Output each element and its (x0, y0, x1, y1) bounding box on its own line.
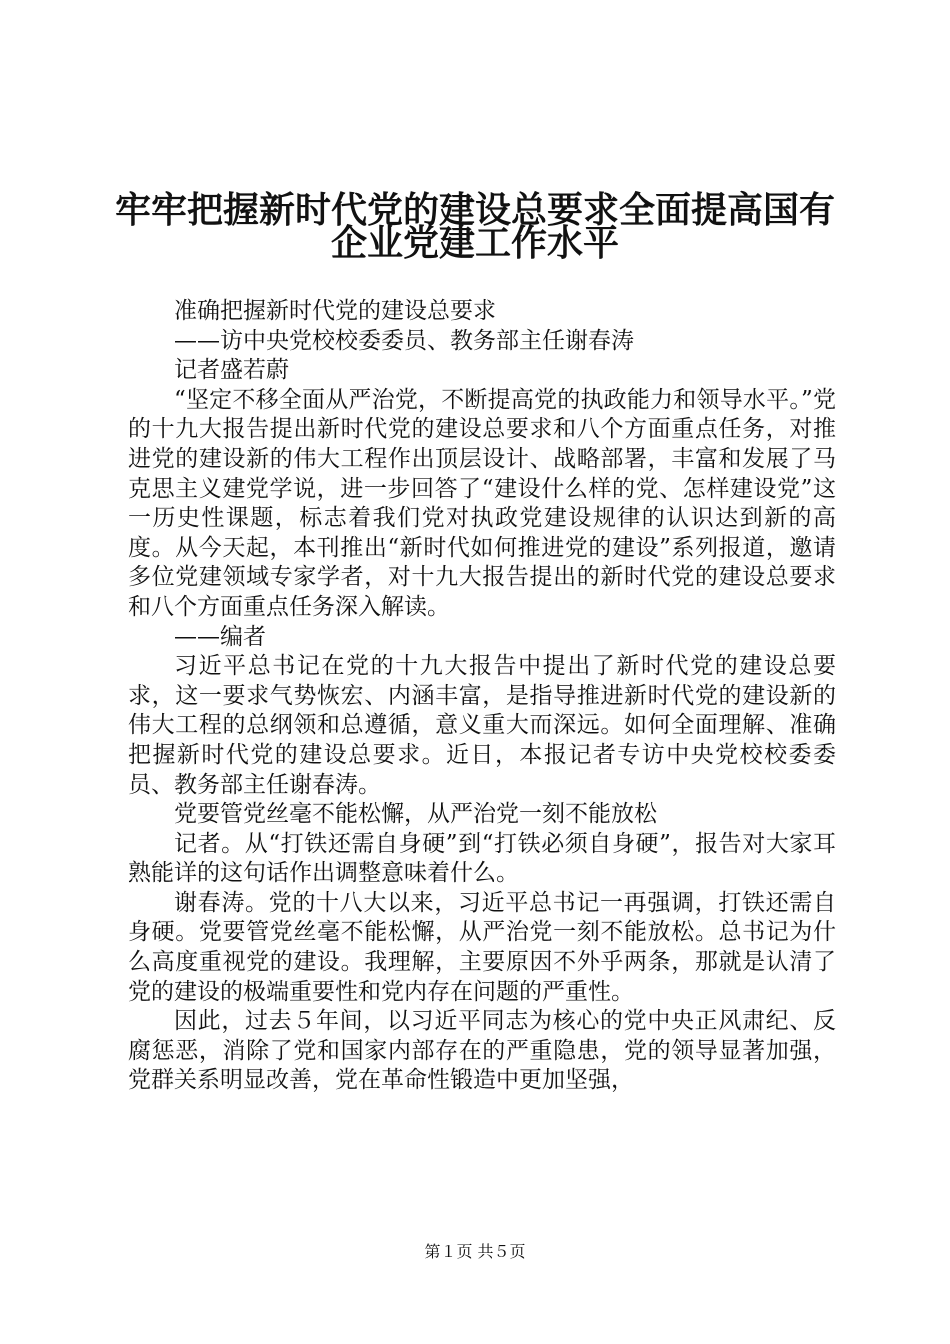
document-title-line-1: 牢牢把握新时代党的建设总要求全面提高国有 (114, 190, 835, 231)
reporter-question: 记者。从“打铁还需自身硬”到“打铁必须自身硬”，报告对大家耳熟能详的这句话作出调整意味着什么。 (128, 830, 836, 887)
subtitle: 准确把握新时代党的建设总要求 (174, 298, 496, 324)
editor-note-paragraph: “坚定不移全面从严治党，不断提高党的执政能力和领导水平。”党的十九大报告提出新时代党的建设总要求和八个方面重点任务，对推进党的建设新的伟大工程作出顶层设计、战略部署，丰富和发展了马克思主义建党学说，进一步回答了“建设什么样的党、怎样建设党”这一历史性课题，标志着我们党对执政党建设规律的认识达到新的高度。从今天起，本刊推出“新时代如何推进党的建设”系列报道，邀请多位党建领域专家学者，对十九大报告提出的新时代党的建设总要求和八个方面重点任务深入解读。 (128, 386, 836, 620)
document-body (128, 297, 836, 1096)
editor-signature: ——编者 (174, 623, 266, 650)
section-heading: 党要管党丝毫不能松懈，从严治党一刻不能放松 (174, 801, 657, 828)
document-title-line-2: 企业党建工作水平 (330, 223, 619, 264)
answer-paragraph: 谢春涛。党的十八大以来，习近平总书记一再强调，打铁还需自身硬。党要管党丝毫不能松懈，从严治党一刻不能放松。总书记为什么高度重视党的建设。我理解，主要原因不外乎两条，那就是认清了党的建设的极端重要性和党内存在问题的严重性。 (128, 889, 836, 1005)
body-paragraph: 因此，过去５年间，以习近平同志为核心的党中央正风肃纪、反腐惩恶，消除了党和国家内部存在的严重隐患，党的领导显著加强，党群关系明显改善，党在革命性锻造中更加坚强， (128, 1008, 836, 1094)
page-footer: 第１页 共５页 (424, 1242, 526, 1261)
intro-paragraph: 习近平总书记在党的十九大报告中提出了新时代党的建设总要求，这一要求气势恢宏、内涵丰富，是指导推进新时代党的建设新的伟大工程的总纲领和总遵循，意义重大而深远。如何全面理解、准确把握新时代党的建设总要求。近日，本报记者专访中央党校校委委员、教务部主任谢春涛。 (128, 653, 836, 798)
reporter-byline: 记者盛若蔚 (174, 357, 289, 384)
interview-subtitle: ——访中央党校校委委员、教务部主任谢春涛 (174, 327, 634, 354)
